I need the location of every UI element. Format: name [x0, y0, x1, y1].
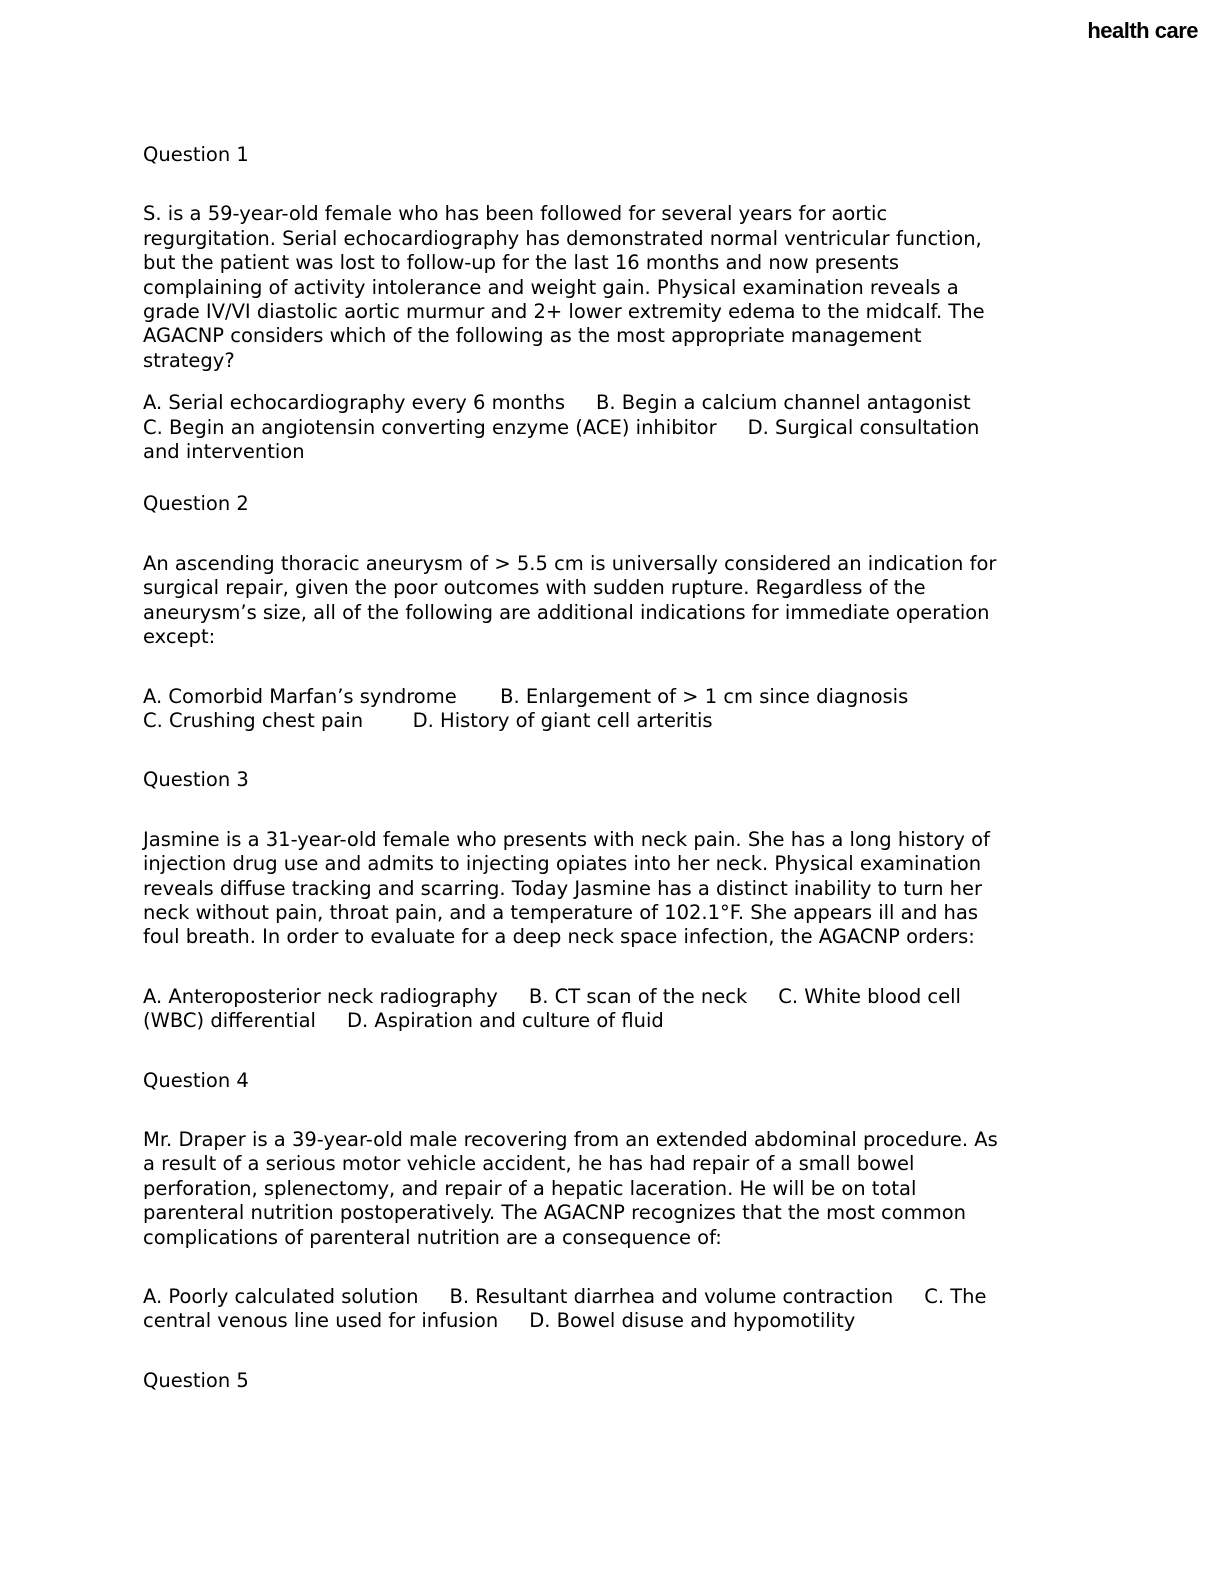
question-stem: S. is a 59-year-old female who has been followed for several years for aortic regurgitation. Serial echocardiography has demonstrated normal ventricular function, but the patient was lost to follow-up for the last 16 months and now presents complaining of activity intolerance and weight gain. Physical examination reveals a grade IV/VI diastolic aortic murmur and 2+ lower extremity edema to the midcalf. The AGACNP considers which of the following as the most appropriate management strategy?: [143, 202, 985, 372]
question-options: A. Poorly calculated solution B. Resultant diarrhea and volume contraction C. The central venous line used for infusion D. Bowel disuse and hypomotility: [143, 1285, 987, 1333]
header-tag: health care: [1087, 18, 1198, 43]
question-heading: Question 4: [143, 1068, 249, 1092]
question-heading: Question 2: [143, 492, 249, 516]
document-body: [143, 143, 1063, 1393]
question-stem: An ascending thoracic aneurysm of > 5.5 cm is universally considered an indication for surgical repair, given the poor outcomes with sudden rupture. Regardless of the aneurysm’s size, all of the following are additional indications for immediate operation except:: [143, 551, 997, 649]
question-stem: Jasmine is a 31-year-old female who presents with neck pain. She has a long history of injection drug use and admits to injecting opiates into her neck. Physical examination reveals diffuse tracking and scarring. Today Jasmine has a distinct inability to turn her neck without pain, throat pain, and a temperature of 102.1°F. She appears ill and has foul breath. In order to evaluate for a deep neck space infection, the AGACNP orders:: [143, 827, 990, 949]
question-heading: Question 5: [143, 1368, 249, 1392]
question-options: A. Anteroposterior neck radiography B. CT scan of the neck C. White blood cell (WBC) differential D. Aspiration and culture of fluid: [143, 984, 961, 1033]
question-heading: Question 3: [143, 768, 249, 792]
question-heading: Question 1: [143, 143, 249, 166]
question-options: A. Comorbid Marfan’s syndrome B. Enlargement of > 1 cm since diagnosis C. Crushing chest pain D. History of giant cell arteritis: [143, 684, 909, 732]
question-options: A. Serial echocardiography every 6 months B. Begin a calcium channel antagonist C. Begin an angiotensin converting enzyme (ACE) inhibitor D. Surgical consultation and intervention: [143, 391, 980, 464]
question-stem: Mr. Draper is a 39-year-old male recovering from an extended abdominal procedure. As a result of a serious motor vehicle accident, he has had repair of a small bowel perforation, splenectomy, and repair of a hepatic laceration. He will be on total parenteral nutrition postoperatively. The AGACNP recognizes that the most common complications of parenteral nutrition are a consequence of:: [143, 1127, 998, 1249]
